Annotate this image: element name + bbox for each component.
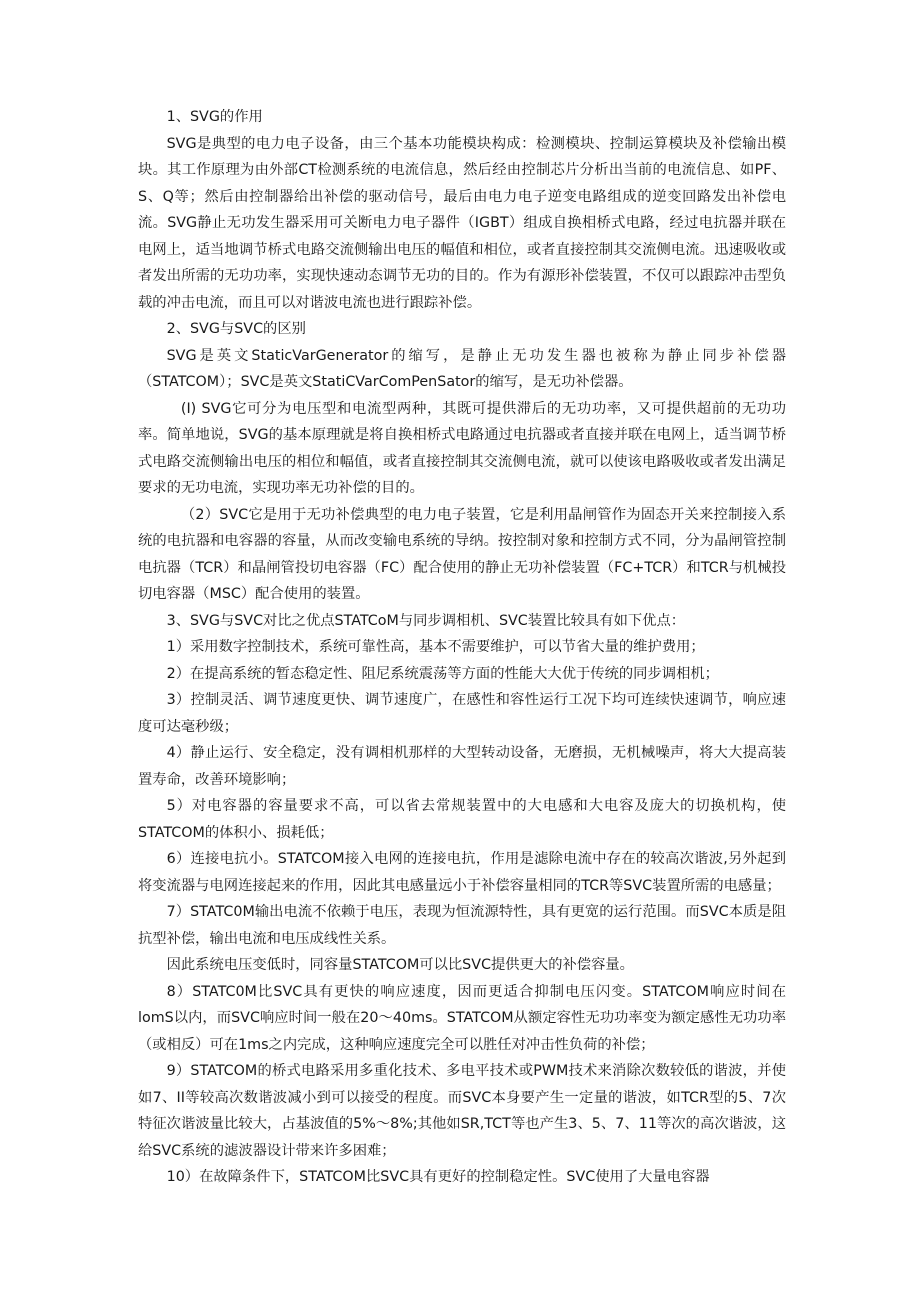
paragraph-svg-types: (I) SVG它可分为电压型和电流型两种，其既可提供滞后的无功功率，又可提供超前的无功功率。简单地说，SVG的基本原理就是将自换相桥式电路通过电抗器或者直接并联在电网上，适当调节桥式电路交流侧输出电压的相位和幅值，或者直接控制其交流侧电流，就可以使该电路吸收或者发出满足要求的无功电流，实现功率无功补偿的目的。	[138, 400, 786, 496]
section-heading-2: 2、SVG与SVC的区别	[166, 321, 306, 337]
list-item-4: 4）静止运行、安全稳定，没有调相机那样的大型转动设备，无磨损，无机械噪声，将大大提高装置寿命，改善环境影响；	[138, 745, 786, 788]
paragraph-conclusion: 因此系统电压变低时，同容量STATCOM可以比SVC提供更大的补偿容量。	[166, 957, 634, 973]
list-item-3: 3）控制灵活、调节速度更快、调节速度广，在感性和容性运行工况下均可连续快速调节，响应速度可达毫秒级；	[138, 692, 786, 735]
list-item-2: 2）在提高系统的暂态稳定性、阻尼系统震荡等方面的性能大大优于传统的同步调相机；	[166, 665, 719, 682]
section-heading-1: 1、SVG的作用	[166, 109, 263, 125]
list-item-7: 7）STATC0M输出电流不依赖于电压，表现为恒流源特性，具有更宽的运行范围。而SVC本质是阻抗型补偿，输出电流和电压成线性关系。	[138, 904, 786, 947]
paragraph-svc-description: （2）SVC它是用于无功补偿典型的电力电子装置，它是利用晶闸管作为固态开关来控制接入系统的电抗器和电容器的容量，从而改变输电系统的导纳。按控制对象和控制方式不同，分为晶闸管控制电抗器（TCR）和晶闸管投切电容器（FC）配合使用的静止无功补偿装置（FC+TCR）和TCR与机械投切电容器（MSC）配合使用的装置。	[138, 506, 786, 602]
section-heading-3: 3、SVG与SVC对比之优点STATCoM与同步调相机、SVC装置比较具有如下优点：	[166, 612, 686, 629]
list-item-5: 5）对电容器的容量要求不高，可以省去常规装置中的大电感和大电容及庞大的切换机构，使STATCOM的体积小、损耗低；	[138, 798, 786, 841]
paragraph-svg-function: SVG是典型的电力电子设备，由三个基本功能模块构成：检测模块、控制运算模块及补偿输出模块。其工作原理为由外部CT检测系统的电流信息，然后经由控制芯片分析出当前的电流信息、如PF、S、Q等；然后由控制器给出补偿的驱动信号，最后由电力电子逆变电路组成的逆变回路发出补偿电流。SVG静止无功发生器采用可关断电力电子器件（IGBT）组成自换相桥式电路，经过电抗器并联在电网上，适当地调节桥式电路交流侧输出电压的幅值和相位，或者直接控制其交流侧电流。迅速吸收或者发出所需的无功功率，实现快速动态调节无功的目的。作为有源形补偿装置，不仅可以跟踪冲击型负载的冲击电流，而且可以对谐波电流也进行跟踪补偿。	[138, 135, 786, 311]
list-item-6: 6）连接电抗小。STATCOM接入电网的连接电抗，作用是滤除电流中存在的较高次谐波,另外起到将变流器与电网连接起来的作用，因此其电感量远小于补偿容量相同的TCR等SVC装置所需的电感量；	[138, 851, 786, 894]
list-item-9: 9）STATCOM的桥式电路采用多重化技术、多电平技术或PWM技术来消除次数较低的谐波，并使如7、II等较高次数谐波减小到可以接受的程度。而SVC本身要产生一定量的谐波，如TCR型的5、7次特征次谐波量比较大，占基波值的5%～8%;其他如SR,TCT等也产生3、5、7、11等次的高次谐波，这给SVC系统的滤波器设计带来许多困难；	[138, 1063, 786, 1159]
document-body	[138, 104, 786, 1191]
list-item-10: 10）在故障条件下，STATCOM比SVC具有更好的控制稳定性。SVC使用了大量电容器	[166, 1169, 710, 1185]
list-item-1: 1）采用数字控制技术，系统可靠性高，基本不需要维护，可以节省大量的维护费用；	[166, 639, 705, 655]
list-item-8: 8）STATC0M比SVC具有更快的响应速度，因而更适合抑制电压闪变。STATCOM响应时间在lomS以内，而SVC响应时间一般在20～40ms。STATCOM从额定容性无功功率变为额定感性无功功率（或相反）可在1ms之内完成，这种响应速度完全可以胜任对冲击性负荷的补偿；	[138, 983, 786, 1053]
paragraph-svg-svc-definition: SVG是英文StaticVarGenerator的缩写，是静止无功发生器也被称为静止同步补偿器（STATCOM）；SVC是英文StatiCVarComPenSator的缩写，是无功补偿器。	[138, 347, 786, 390]
